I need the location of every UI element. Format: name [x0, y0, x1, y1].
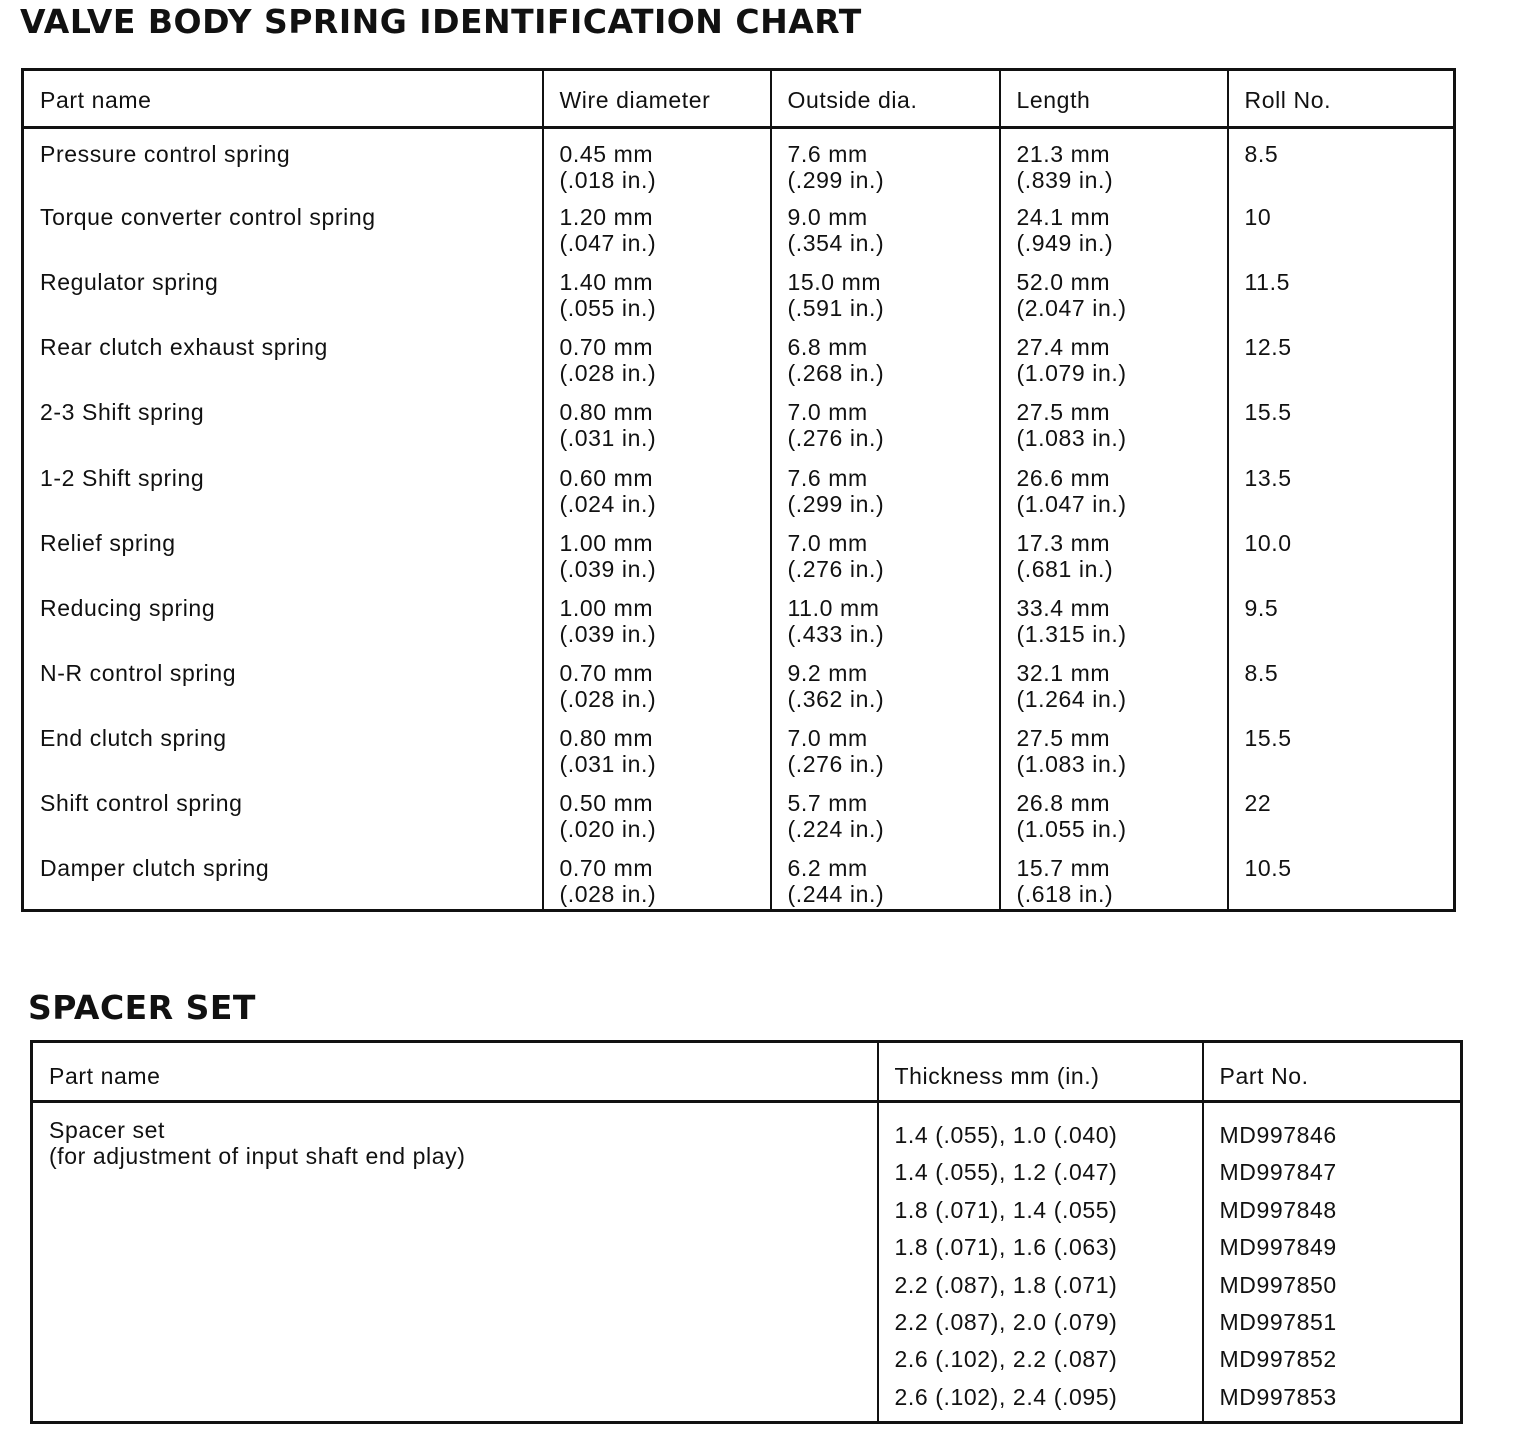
length-mm: 24.1 mm — [1016, 204, 1111, 231]
part-number-value: MD997847 — [1219, 1159, 1337, 1186]
length-mm: 15.7 mm — [1016, 855, 1111, 882]
wire-in: (.031 in.) — [559, 751, 657, 778]
spring-table-header — [23, 70, 1455, 128]
thickness-value: 1.4 (.055), 1.0 (.040) — [894, 1122, 1118, 1148]
spring-row — [23, 324, 1455, 389]
wire-mm: 1.00 mm — [559, 594, 654, 621]
length-in: (.949 in.) — [1016, 230, 1114, 257]
od-in: (.591 in.) — [787, 295, 885, 322]
length-in: (.681 in.) — [1016, 555, 1114, 582]
od-mm: 9.0 mm — [787, 204, 868, 231]
length-in: (1.055 in.) — [1016, 816, 1127, 843]
spring-row — [23, 715, 1455, 780]
outside-dia-cell — [771, 520, 1000, 585]
length-in: (.839 in.) — [1016, 167, 1114, 193]
wire-in: (.047 in.) — [559, 230, 657, 257]
od-mm: 5.7 mm — [787, 790, 868, 817]
od-mm: 7.0 mm — [787, 725, 868, 752]
od-mm: 7.6 mm — [787, 141, 868, 167]
header-part-no: Part No. — [1203, 1042, 1462, 1102]
roll-no-cell: 22 — [1228, 780, 1455, 845]
wire-in: (.031 in.) — [559, 425, 657, 452]
spring-row — [23, 194, 1455, 259]
length-mm: 26.6 mm — [1016, 464, 1111, 491]
wire-mm: 0.70 mm — [559, 334, 654, 361]
wire-mm: 0.70 mm — [559, 855, 654, 882]
od-in: (.354 in.) — [787, 230, 885, 257]
spring-part-name: Shift control spring — [40, 790, 243, 817]
spring-row — [23, 128, 1455, 195]
wire-mm: 0.70 mm — [559, 659, 654, 686]
length-cell — [1000, 780, 1228, 845]
header-wire-diameter: Wire diameter — [543, 70, 771, 128]
spring-chart-title: VALVE BODY SPRING IDENTIFICATION CHART — [20, 2, 862, 41]
roll-no-cell: 10.5 — [1228, 845, 1455, 910]
length-in: (1.264 in.) — [1016, 685, 1127, 712]
od-mm: 9.2 mm — [787, 659, 868, 686]
spring-part-name: Rear clutch exhaust spring — [40, 334, 328, 361]
spring-row — [23, 780, 1455, 845]
od-mm: 11.0 mm — [787, 594, 880, 621]
length-cell — [1000, 455, 1228, 520]
header-outside-dia: Outside dia. — [771, 70, 1000, 128]
roll-no-cell: 15.5 — [1228, 715, 1455, 780]
spring-table-body — [23, 128, 1455, 911]
wire-in: (.039 in.) — [559, 555, 657, 582]
outside-dia-cell — [771, 389, 1000, 454]
spring-row — [23, 845, 1455, 910]
spring-part-name: Relief spring — [40, 529, 176, 556]
length-in: (1.083 in.) — [1016, 751, 1127, 778]
roll-no-cell: 9.5 — [1228, 585, 1455, 650]
outside-dia-cell — [771, 845, 1000, 910]
length-cell — [1000, 324, 1228, 389]
spring-identification-table — [21, 68, 1456, 912]
length-in: (1.079 in.) — [1016, 360, 1127, 387]
length-mm: 32.1 mm — [1016, 659, 1111, 686]
roll-no-cell: 8.5 — [1228, 650, 1455, 715]
od-mm: 6.8 mm — [787, 334, 868, 361]
wire-mm: 0.50 mm — [559, 790, 654, 817]
length-cell — [1000, 389, 1228, 454]
outside-dia-cell — [771, 128, 1000, 195]
wire-diameter-cell — [543, 650, 771, 715]
spring-part-name: 2-3 Shift spring — [40, 399, 205, 426]
spring-part-name: Regulator spring — [40, 269, 219, 296]
wire-diameter-cell — [543, 780, 771, 845]
spacer-table-body — [32, 1102, 1462, 1423]
spring-row — [23, 259, 1455, 324]
header-roll-no: Roll No. — [1228, 70, 1455, 128]
length-mm: 17.3 mm — [1016, 529, 1111, 556]
od-mm: 15.0 mm — [787, 269, 882, 296]
length-in: (1.315 in.) — [1016, 620, 1127, 647]
length-mm: 27.5 mm — [1016, 399, 1111, 426]
spring-header-row — [23, 70, 1455, 128]
spring-row — [23, 585, 1455, 650]
outside-dia-cell — [771, 259, 1000, 324]
part-number-value: MD997850 — [1219, 1271, 1337, 1298]
thickness-value: 1.8 (.071), 1.4 (.055) — [894, 1196, 1118, 1223]
wire-mm: 0.80 mm — [559, 725, 654, 752]
length-cell — [1000, 845, 1228, 910]
part-number-value: MD997853 — [1219, 1383, 1337, 1410]
od-mm: 6.2 mm — [787, 855, 868, 882]
od-in: (.362 in.) — [787, 685, 885, 712]
outside-dia-cell — [771, 650, 1000, 715]
od-in: (.276 in.) — [787, 555, 885, 582]
roll-no-cell: 10 — [1228, 194, 1455, 259]
outside-dia-cell — [771, 780, 1000, 845]
wire-mm: 1.40 mm — [559, 269, 654, 296]
length-cell — [1000, 520, 1228, 585]
spacer-header-row — [32, 1042, 1462, 1102]
part-number-value: MD997848 — [1219, 1196, 1337, 1223]
length-cell — [1000, 585, 1228, 650]
spacer-row — [32, 1102, 1462, 1423]
roll-no-cell: 15.5 — [1228, 389, 1455, 454]
spring-row — [23, 520, 1455, 585]
header-spacer-part-name: Part name — [32, 1042, 878, 1102]
thickness-value: 1.8 (.071), 1.6 (.063) — [894, 1234, 1118, 1261]
length-cell — [1000, 128, 1228, 195]
od-in: (.276 in.) — [787, 751, 885, 778]
spacer-part-name: Spacer set — [49, 1117, 165, 1143]
spring-row — [23, 650, 1455, 715]
spacer-set-table — [30, 1040, 1463, 1424]
wire-diameter-cell — [543, 128, 771, 195]
wire-mm: 1.20 mm — [559, 204, 654, 231]
wire-diameter-cell — [543, 715, 771, 780]
length-in: (1.047 in.) — [1016, 490, 1127, 517]
od-mm: 7.0 mm — [787, 399, 868, 426]
od-in: (.268 in.) — [787, 360, 885, 387]
spring-part-name: Reducing spring — [40, 594, 216, 621]
roll-no-cell: 8.5 — [1228, 128, 1455, 195]
outside-dia-cell — [771, 324, 1000, 389]
spring-part-name: 1-2 Shift spring — [40, 464, 205, 491]
outside-dia-cell — [771, 455, 1000, 520]
wire-in: (.028 in.) — [559, 685, 657, 712]
outside-dia-cell — [771, 715, 1000, 780]
od-in: (.299 in.) — [787, 167, 885, 193]
spacer-table-header — [32, 1042, 1462, 1102]
spring-part-name: Torque converter control spring — [40, 204, 376, 231]
outside-dia-cell — [771, 194, 1000, 259]
thickness-value: 2.2 (.087), 2.0 (.079) — [894, 1308, 1118, 1335]
part-number-value: MD997851 — [1219, 1308, 1337, 1335]
spring-part-name: Pressure control spring — [40, 141, 291, 167]
length-cell — [1000, 650, 1228, 715]
length-in: (2.047 in.) — [1016, 295, 1127, 322]
thickness-cell — [878, 1102, 1203, 1423]
length-cell — [1000, 259, 1228, 324]
thickness-value: 2.6 (.102), 2.4 (.095) — [894, 1383, 1118, 1410]
length-mm: 21.3 mm — [1016, 141, 1111, 167]
spring-part-name: Damper clutch spring — [40, 855, 270, 882]
wire-diameter-cell — [543, 324, 771, 389]
part-no-cell — [1203, 1102, 1462, 1423]
wire-diameter-cell — [543, 585, 771, 650]
spring-part-name: N-R control spring — [40, 659, 237, 686]
wire-in: (.020 in.) — [559, 816, 657, 843]
wire-in: (.024 in.) — [559, 490, 657, 517]
wire-in: (.055 in.) — [559, 295, 657, 322]
wire-mm: 0.80 mm — [559, 399, 654, 426]
spring-part-name: End clutch spring — [40, 725, 227, 752]
thickness-value: 1.4 (.055), 1.2 (.047) — [894, 1159, 1118, 1186]
spring-row — [23, 389, 1455, 454]
length-mm: 26.8 mm — [1016, 790, 1111, 817]
roll-no-cell: 11.5 — [1228, 259, 1455, 324]
roll-no-cell: 10.0 — [1228, 520, 1455, 585]
od-mm: 7.6 mm — [787, 464, 868, 491]
wire-in: (.028 in.) — [559, 881, 657, 908]
wire-in: (.028 in.) — [559, 360, 657, 387]
length-mm: 27.4 mm — [1016, 334, 1111, 361]
wire-mm: 0.45 mm — [559, 141, 654, 167]
header-thickness: Thickness mm (in.) — [878, 1042, 1203, 1102]
spring-row — [23, 455, 1455, 520]
length-mm: 33.4 mm — [1016, 594, 1111, 621]
part-number-value: MD997852 — [1219, 1346, 1337, 1373]
header-part-name: Part name — [23, 70, 543, 128]
wire-diameter-cell — [543, 520, 771, 585]
wire-in: (.018 in.) — [559, 167, 657, 193]
part-number-value: MD997846 — [1219, 1122, 1337, 1148]
od-in: (.244 in.) — [787, 881, 885, 908]
wire-diameter-cell — [543, 389, 771, 454]
spacer-part-name-cell — [32, 1102, 878, 1423]
header-length: Length — [1000, 70, 1228, 128]
wire-mm: 1.00 mm — [559, 529, 654, 556]
length-in: (.618 in.) — [1016, 881, 1114, 908]
thickness-value: 2.6 (.102), 2.2 (.087) — [894, 1346, 1118, 1373]
roll-no-cell: 13.5 — [1228, 455, 1455, 520]
od-in: (.433 in.) — [787, 620, 885, 647]
wire-diameter-cell — [543, 194, 771, 259]
length-cell — [1000, 715, 1228, 780]
wire-diameter-cell — [543, 259, 771, 324]
length-mm: 52.0 mm — [1016, 269, 1111, 296]
wire-in: (.039 in.) — [559, 620, 657, 647]
wire-diameter-cell — [543, 455, 771, 520]
spacer-set-title: SPACER SET — [28, 988, 256, 1027]
thickness-value: 2.2 (.087), 1.8 (.071) — [894, 1271, 1118, 1298]
length-mm: 27.5 mm — [1016, 725, 1111, 752]
length-cell — [1000, 194, 1228, 259]
wire-diameter-cell — [543, 845, 771, 910]
roll-no-cell: 12.5 — [1228, 324, 1455, 389]
od-in: (.299 in.) — [787, 490, 885, 517]
length-in: (1.083 in.) — [1016, 425, 1127, 452]
outside-dia-cell — [771, 585, 1000, 650]
od-in: (.224 in.) — [787, 816, 885, 843]
od-in: (.276 in.) — [787, 425, 885, 452]
part-number-value: MD997849 — [1219, 1234, 1337, 1261]
spacer-part-purpose: (for adjustment of input shaft end play) — [49, 1143, 466, 1169]
wire-mm: 0.60 mm — [559, 464, 654, 491]
od-mm: 7.0 mm — [787, 529, 868, 556]
